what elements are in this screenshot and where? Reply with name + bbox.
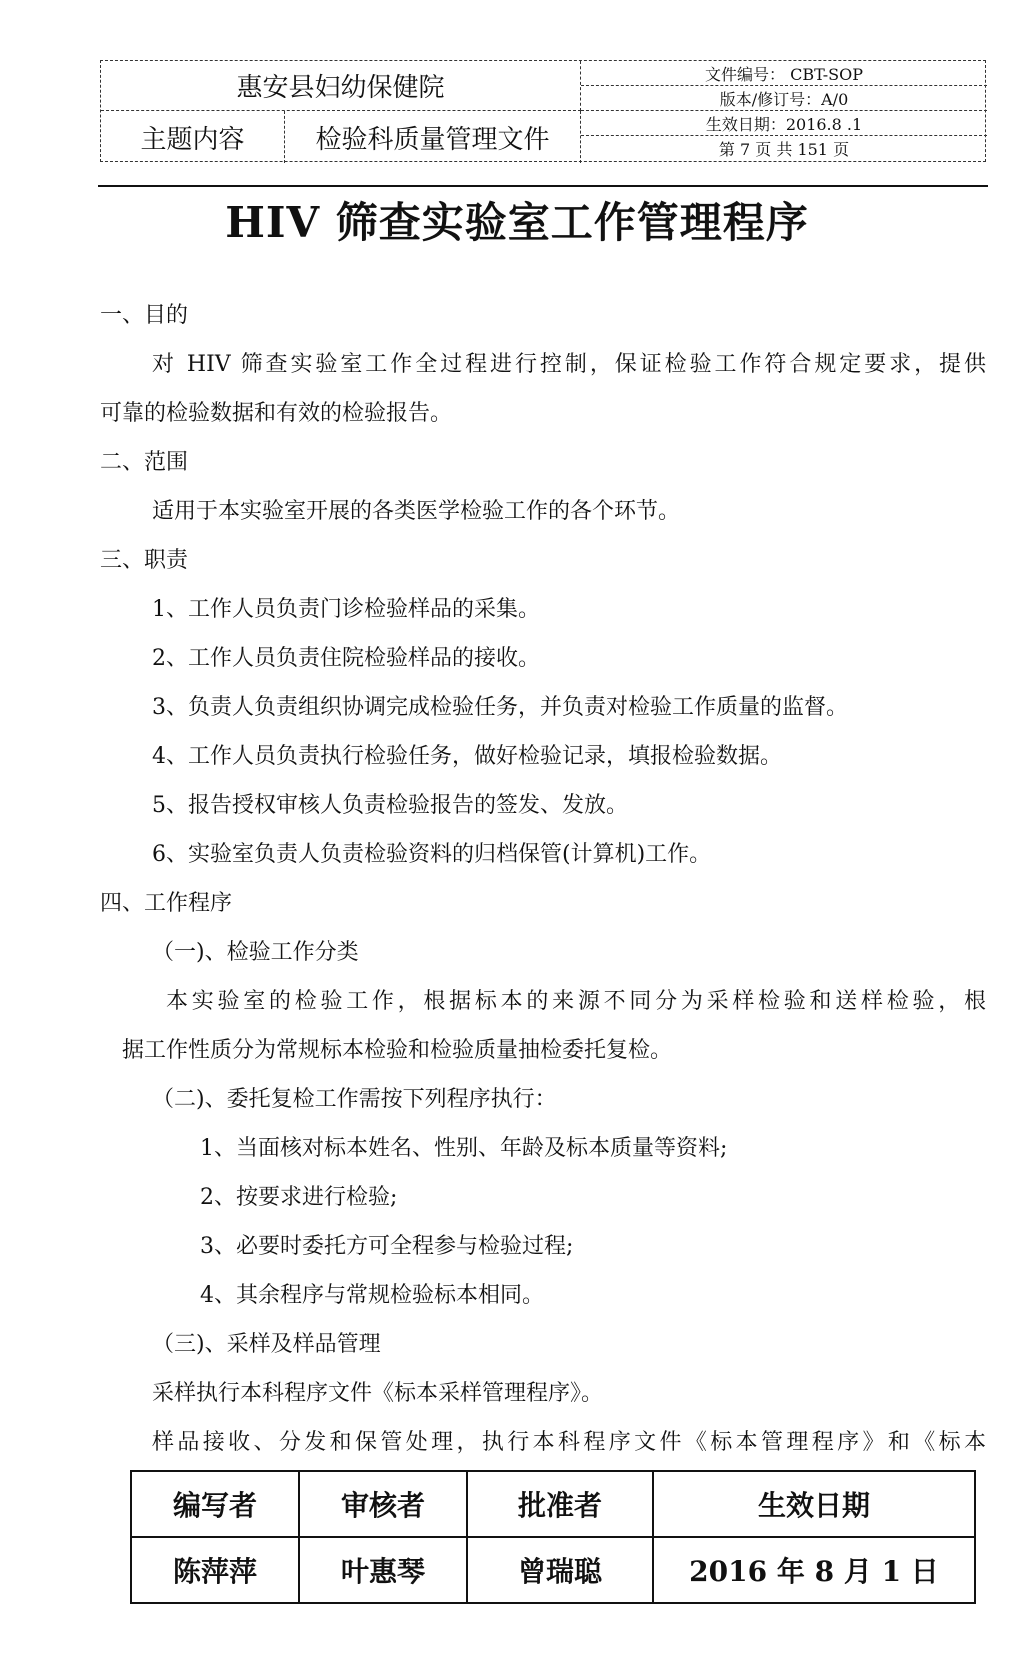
topic-value: 检验科质量管理文件 xyxy=(285,111,581,163)
responsibility-item: 5、报告授权审核人负责检验报告的签发、发放。 xyxy=(152,793,628,818)
responsibility-item: 2、工作人员负责住院检验样品的接收。 xyxy=(152,646,540,671)
responsibility-item: 3、负责人负责组织协调完成检验任务，并负责对检验工作质量的监督。 xyxy=(152,695,848,720)
header-writer: 编写者 xyxy=(131,1471,299,1537)
subsection-heading: （三)、采样及样品管理 xyxy=(152,1332,381,1357)
approver-name: 曾瑞聪 xyxy=(467,1537,653,1603)
recheck-step-item: 2、按要求进行检验; xyxy=(200,1185,398,1210)
responsibility-item: 1、工作人员负责门诊检验样品的采集。 xyxy=(152,597,540,622)
recheck-step-item: 3、必要时委托方可全程参与检验过程; xyxy=(200,1234,574,1259)
document-header-table xyxy=(100,60,986,162)
classification-paragraph-line: 据工作性质分为常规标本检验和检验质量抽检委托复检。 xyxy=(122,1038,673,1063)
document-number: 文件编号： CBT-SOP xyxy=(581,61,987,86)
recheck-step-item: 1、当面核对标本姓名、性别、年龄及标本质量等资料; xyxy=(200,1136,728,1161)
table-row xyxy=(131,1471,975,1537)
classification-paragraph-line: 本实验室的检验工作，根据标本的来源不同分为采样检验和送样检验，根 xyxy=(166,989,986,1014)
recheck-step-item: 4、其余程序与常规检验标本相同。 xyxy=(200,1283,544,1308)
version-number: 版本/修订号：A/0 xyxy=(581,86,987,111)
section-heading-procedures: 四、工作程序 xyxy=(100,891,233,916)
writer-name: 陈萍萍 xyxy=(131,1537,299,1603)
effective-date: 生效日期：2016.8 .1 xyxy=(581,111,987,136)
scope-paragraph: 适用于本实验室开展的各类医学检验工作的各个环节。 xyxy=(152,499,681,524)
document-title: HIV 筛查实验室工作管理程序 xyxy=(225,198,809,247)
subsection-heading: （二)、委托复检工作需按下列程序执行： xyxy=(152,1087,557,1112)
topic-label: 主题内容 xyxy=(101,111,285,163)
header-approver: 批准者 xyxy=(467,1471,653,1537)
approval-signature-table xyxy=(130,1470,976,1604)
page-info: 第 7 页 共 151 页 xyxy=(718,140,850,159)
table-row xyxy=(131,1537,975,1603)
purpose-paragraph-line: 对 HIV 筛查实验室工作全过程进行控制，保证检验工作符合规定要求，提供 xyxy=(152,352,986,377)
reviewer-name: 叶惠琴 xyxy=(299,1537,467,1603)
sampling-paragraph: 样品接收、分发和保管处理，执行本科程序文件《标本管理程序》和《标本 xyxy=(152,1430,986,1455)
section-heading-scope: 二、范围 xyxy=(100,450,189,475)
responsibility-item: 4、工作人员负责执行检验任务，做好检验记录，填报检验数据。 xyxy=(152,744,782,769)
hospital-name: 惠安县妇幼保健院 xyxy=(101,61,581,111)
section-heading-responsibilities: 三、职责 xyxy=(100,548,189,573)
responsibility-item: 6、实验室负责人负责检验资料的归档保管(计算机)工作。 xyxy=(152,842,712,867)
header-reviewer: 审核者 xyxy=(299,1471,467,1537)
section-heading-purpose: 一、目的 xyxy=(100,303,189,328)
effective-date-value: 2016 年 8 月 1 日 xyxy=(653,1537,975,1603)
sampling-paragraph: 采样执行本科程序文件《标本采样管理程序》。 xyxy=(152,1381,604,1406)
header-effective-date: 生效日期 xyxy=(653,1471,975,1537)
purpose-paragraph-line: 可靠的检验数据和有效的检验报告。 xyxy=(100,401,453,426)
subsection-heading: （一)、检验工作分类 xyxy=(152,940,359,965)
header-divider xyxy=(98,185,988,187)
